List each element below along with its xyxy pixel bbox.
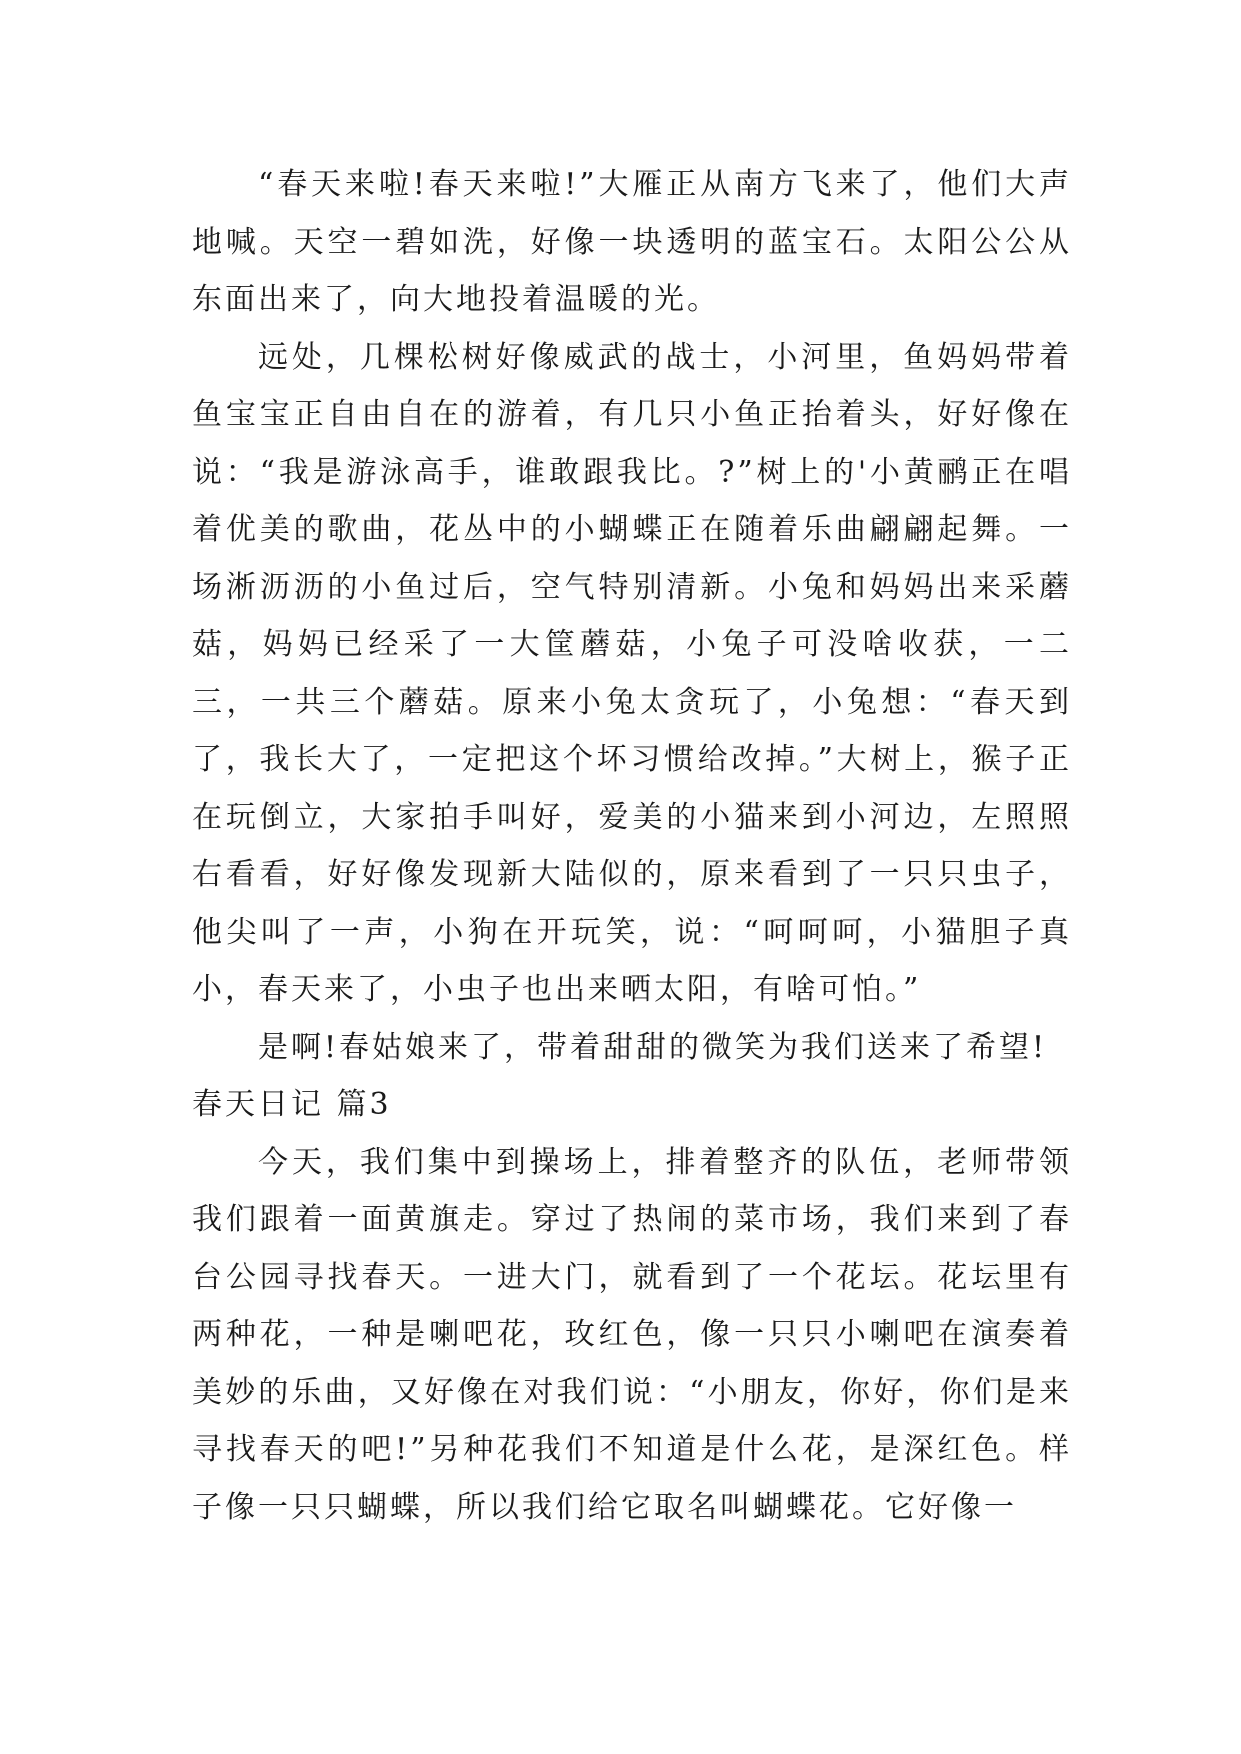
document-body (192, 156, 1072, 1536)
paragraph-park-visit: 今天，我们集中到操场上，排着整齐的队伍，老师带领我们跟着一面黄旗走。穿过了热闹的菜市场，我们来到了春台公园寻找春天。一进大门，就看到了一个花坛。花坛里有两种花，一种是喇吧花，玫红色，像一只只小喇吧在演奏着美妙的乐曲，又好像在对我们说：“小朋友，你好，你们是来寻找春天的吧!”另种花我们不知道是什么花，是深红色。样子像一只只蝴蝶，所以我们给它取名叫蝴蝶花。它好像一 (192, 1144, 1072, 1525)
paragraph-spring-scene: 远处，几棵松树好像威武的战士，小河里，鱼妈妈带着鱼宝宝正自由自在的游着，有几只小鱼正抬着头，好好像在说：“我是游泳高手，谁敢跟我比。?”树上的'小黄鹂正在唱着优美的歌曲，花丛中的小蝴蝶正在随着乐曲翩翩起舞。一场淅沥沥的小鱼过后，空气特别清新。小兔和妈妈出来采蘑菇，妈妈已经采了一大筐蘑菇，小兔子可没啥收获，一二三，一共三个蘑菇。原来小兔太贪玩了，小兔想：“春天到了，我长大了，一定把这个坏习惯给改掉。”大树上，猴子正在玩倒立，大家拍手叫好，爱美的小猫来到小河边，左照照右看看，好好像发现新大陆似的，原来看到了一只只虫子，他尖叫了一声，小狗在开玩笑，说：“呵呵呵，小猫胆子真小，春天来了，小虫子也出来晒太阳，有啥可怕。” (192, 339, 1072, 1007)
paragraph-spring-hope: 是啊!春姑娘来了，带着甜甜的微笑为我们送来了希望! (258, 1029, 1048, 1065)
paragraph-spring-arrival: “春天来啦!春天来啦!”大雁正从南方飞来了，他们大声地喊。天空一碧如洗，好像一块透明的蓝宝石。太阳公公从东面出来了，向大地投着温暖的光。 (192, 167, 1072, 317)
section-heading: 春天日记 篇3 (192, 1087, 392, 1122)
